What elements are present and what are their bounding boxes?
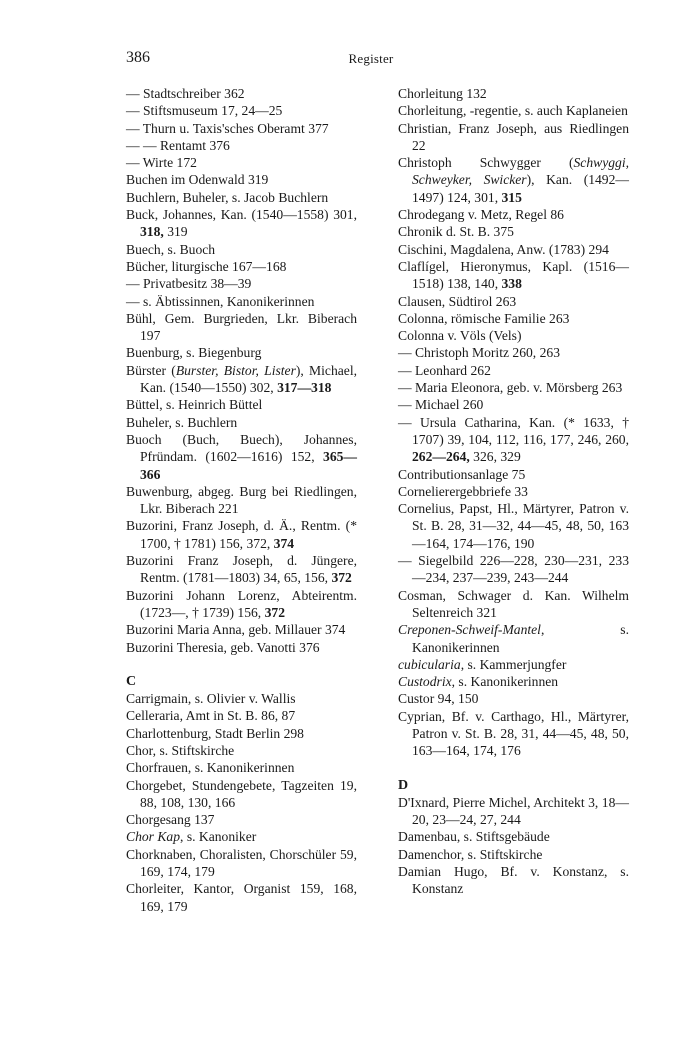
entry-text: Carrigmain, s. Olivier v. Wallis: [126, 691, 296, 707]
index-entry: [398, 85, 629, 102]
entry-text: Bürster (: [126, 362, 176, 378]
entry-text: Colonna v. Völs (Vels): [398, 328, 522, 344]
entry-text: Buech, s. Buoch: [126, 241, 216, 257]
entry-text: Chorleitung 132: [398, 86, 487, 101]
entry-text: Buenburg, s. Biegenburg: [126, 345, 262, 361]
entry-text: Cornelius, Papst, Hl., Märtyrer, Patron v. St. B. 28, 31—32, 44—45, 48, 50, 163—164, 174—176, 190: [398, 501, 629, 551]
entry-text: Buck, Johannes, Kan. (1540—1558) 301,: [126, 207, 357, 223]
entry-text: Chorgebet, Stundengebete, Tagzeiten 19, 88, 108, 130, 166: [126, 777, 357, 810]
index-entry: [126, 120, 357, 137]
index-entry: [126, 552, 357, 587]
entry-text: — Michael 260: [398, 397, 484, 413]
index-entry: [398, 223, 629, 240]
index-entry: [398, 794, 629, 829]
entry-text: — Stiftsmuseum 17, 24—25: [126, 103, 283, 119]
index-entry: [126, 431, 357, 483]
index-entry: [126, 707, 357, 724]
section-letter: C: [126, 673, 137, 689]
entry-text: Bücher, liturgische 167—168: [126, 258, 287, 274]
index-entry: [126, 362, 357, 397]
entry-text: — Leonhard 262: [398, 362, 491, 378]
entry-text: Buzorini, Franz Joseph, d. Ä., Rentm. (* 1700, † 1781) 156, 372,: [126, 518, 357, 551]
page-ref-bold: 317—318: [277, 380, 332, 396]
page-number: 386: [126, 49, 150, 66]
entry-text: , s. Kanoniker: [180, 829, 257, 845]
entry-text: Chrodegang v. Metz, Regel 86: [398, 207, 564, 223]
entry-text: 326, 329: [469, 449, 521, 465]
entry-text: Chorleitung, -regentie, s. auch Kaplaneien: [398, 103, 628, 119]
index-entry: [126, 396, 357, 413]
index-entry: [126, 777, 357, 812]
index-entry: [398, 863, 629, 898]
entry-text: Buchen im Odenwald 319: [126, 172, 269, 188]
index-entry: [398, 708, 629, 760]
index-entry: [398, 327, 629, 344]
index-entry: [398, 828, 629, 845]
entry-text: Buzorini Johann Lorenz, Abteirentm. (1723—, † 1739) 156,: [126, 587, 357, 620]
index-entry: [126, 414, 357, 431]
index-entry: [126, 137, 357, 154]
entry-text: — Ursula Catharina, Kan. (* 1633, † 1707) 39, 104, 112, 116, 177, 246, 260,: [398, 414, 629, 447]
section-gap: [398, 760, 629, 777]
entry-text: — Siegelbild 226—228, 230—231, 233—234, 237—239, 243—244: [398, 553, 629, 586]
index-entry: [126, 846, 357, 881]
variant-name-italic: Custodrix: [398, 674, 452, 690]
entry-text: Chorknaben, Choralisten, Chorschüler 59, 169, 174, 179: [126, 846, 357, 880]
index-entry: [126, 725, 357, 742]
index-entry: [126, 241, 357, 258]
index-entry: [398, 414, 629, 466]
index-entry: [126, 189, 357, 206]
entry-text: Buchlern, Buheler, s. Jacob Buchlern: [126, 189, 329, 205]
entry-text: Damenchor, s. Stiftskirche: [398, 846, 543, 862]
page-ref-bold: 372: [331, 570, 352, 586]
entry-text: Büttel, s. Heinrich Büttel: [126, 397, 263, 413]
index-entry: [126, 293, 357, 310]
page-ref-bold: 374: [273, 535, 295, 551]
entry-text: — — Rentamt 376: [126, 137, 230, 153]
entry-text: Buzorini Theresia, geb. Vanotti 376: [126, 639, 320, 655]
entry-text: — s. Äbtissinnen, Kanonikerinnen: [126, 293, 315, 309]
page-ref-bold: 315: [501, 189, 522, 205]
page-header: [126, 49, 616, 71]
index-entry: [126, 621, 357, 638]
entry-text: Damian Hugo, Bf. v. Konstanz, s. Konstanz: [398, 864, 629, 897]
running-head: Register: [348, 51, 394, 66]
index-entry: [398, 120, 629, 155]
index-entry: [398, 673, 629, 690]
index-entry: [398, 258, 629, 293]
variant-name-italic: Chor Kap: [126, 829, 181, 845]
index-entry: [126, 102, 357, 119]
entry-text: — Christoph Moritz 260, 263: [398, 345, 560, 361]
index-entry: [398, 500, 629, 552]
entry-text: — Wirte 172: [126, 155, 197, 171]
index-entry: [398, 206, 629, 223]
index-entry: [126, 258, 357, 275]
index-entry: [126, 587, 357, 622]
index-entry: [398, 102, 629, 119]
entry-text: Buzorini Franz Joseph, d. Jüngere, Rentm. (1781—1803) 34, 65, 156,: [126, 553, 357, 586]
entry-text: , s. Kanonikerinnen: [451, 674, 559, 690]
index-entry: [398, 656, 629, 673]
index-entry: [126, 154, 357, 171]
index-entry: [398, 362, 629, 379]
entry-text: Celleraria, Amt in St. B. 86, 87: [126, 708, 296, 724]
entry-text: Buwenburg, abgeg. Burg bei Riedlingen, Lkr. Biberach 221: [126, 483, 357, 517]
entry-text: ), Michael, Kan. (1540—1550) 302,: [140, 362, 357, 396]
page-ref-bold: 318,: [140, 224, 164, 240]
index-entry: [126, 828, 357, 845]
entry-text: — Thurn u. Taxis'sches Oberamt 377: [126, 120, 329, 136]
entry-text: Cischini, Magdalena, Anw. (1783) 294: [398, 241, 609, 257]
index-entry: [126, 880, 357, 915]
entry-text: Chronik d. St. B. 375: [398, 224, 514, 240]
entry-text: Claflígel, Hieronymus, Kapl. (1516—1518) 138, 140,: [398, 258, 629, 292]
entry-text: Contributionsanlage 75: [398, 466, 526, 482]
index-entry: [398, 587, 629, 622]
index-entry: [126, 811, 357, 828]
entry-text: Bühl, Gem. Burgrieden, Lkr. Biberach 197: [126, 310, 357, 344]
index-column-left: [126, 85, 357, 915]
index-entry: [398, 690, 629, 707]
index-entry: [398, 154, 629, 206]
index-entry: [398, 552, 629, 587]
page-ref-bold: 338: [501, 276, 522, 292]
entry-text: Buzorini Maria Anna, geb. Millauer 374: [126, 622, 346, 638]
variant-name-italic: Schwyggi, Schweyker, Swicker: [412, 155, 629, 188]
entry-text: — Stadtschreiber 362: [126, 86, 245, 101]
entry-text: Chorleiter, Kantor, Organist 159, 168, 169, 179: [126, 881, 357, 914]
page-ref-bold: 365—366: [140, 449, 357, 482]
entry-text: Chor, s. Stiftskirche: [126, 742, 235, 758]
entry-text: Cosman, Schwager d. Kan. Wilhelm Seltenreich 321: [398, 587, 629, 620]
entry-text: Chorgesang 137: [126, 812, 215, 828]
index-entry: [126, 85, 357, 102]
entry-text: Damenbau, s. Stiftsgebäude: [398, 829, 550, 845]
entry-text: Clausen, Südtirol 263: [398, 293, 517, 309]
entry-text: — Privatbesitz 38—39: [126, 276, 252, 292]
index-entry: [126, 639, 357, 656]
index-entry: [398, 241, 629, 258]
page-ref-bold: 262—264,: [412, 449, 470, 465]
entry-text: Christian, Franz Joseph, aus Riedlingen 22: [398, 120, 629, 153]
index-entry: [126, 344, 357, 361]
entry-text: Custor 94, 150: [398, 691, 479, 707]
entry-text: Colonna, römische Familie 263: [398, 310, 570, 326]
index-column-right: [398, 85, 629, 898]
entry-text: Buoch (Buch, Buech), Johannes, Pfründam. (1602—1616) 152,: [126, 431, 357, 465]
entry-text: Cornelierergebbriefe 33: [398, 483, 528, 499]
entry-text: — Maria Eleonora, geb. v. Mörsberg 263: [398, 380, 623, 396]
entry-text: , s. Kammerjungfer: [460, 656, 567, 672]
index-entry: [126, 759, 357, 776]
index-entry: [126, 310, 357, 345]
index-entry: [126, 690, 357, 707]
entry-text: D'Ixnard, Pierre Michel, Architekt 3, 18—20, 23—24, 27, 244: [398, 794, 629, 828]
page-ref-bold: 372: [264, 604, 285, 620]
index-entry: [126, 742, 357, 759]
index-entry: [398, 379, 629, 396]
section-gap: [126, 656, 357, 673]
index-entry: [126, 275, 357, 292]
entry-text: Buheler, s. Buchlern: [126, 414, 238, 430]
index-entry: [398, 466, 629, 483]
index-entry: [126, 171, 357, 188]
index-entry: [398, 396, 629, 413]
index-entry: [398, 846, 629, 863]
variant-name-italic: Creponen-Schweif-Mantel: [398, 622, 541, 638]
index-entry: [398, 293, 629, 310]
index-entry: [398, 483, 629, 500]
entry-text: Charlottenburg, Stadt Berlin 298: [126, 725, 304, 741]
entry-text: , s. Kanonikerinnen: [412, 622, 629, 655]
entry-text: Cyprian, Bf. v. Carthago, Hl., Märtyrer, Patron v. St. B. 28, 31, 44—45, 48, 50, 163—164, 174, 176: [398, 708, 629, 759]
entry-text: ), Kan. (1492—1497) 124, 301,: [412, 172, 629, 205]
index-entry: [398, 621, 629, 656]
index-entry: [398, 344, 629, 361]
index-entry: [126, 517, 357, 552]
entry-text: 319: [163, 224, 188, 240]
index-entry: [126, 206, 357, 241]
section-letter: D: [398, 777, 409, 793]
index-entry: [398, 310, 629, 327]
variant-name-italic: Burster, Bistor, Lister: [175, 362, 296, 378]
entry-text: Christoph Schwygger (: [398, 155, 574, 171]
variant-name-italic: cubicularia: [398, 656, 461, 672]
entry-text: Chorfrauen, s. Kanonikerinnen: [126, 760, 295, 776]
index-entry: [126, 483, 357, 518]
